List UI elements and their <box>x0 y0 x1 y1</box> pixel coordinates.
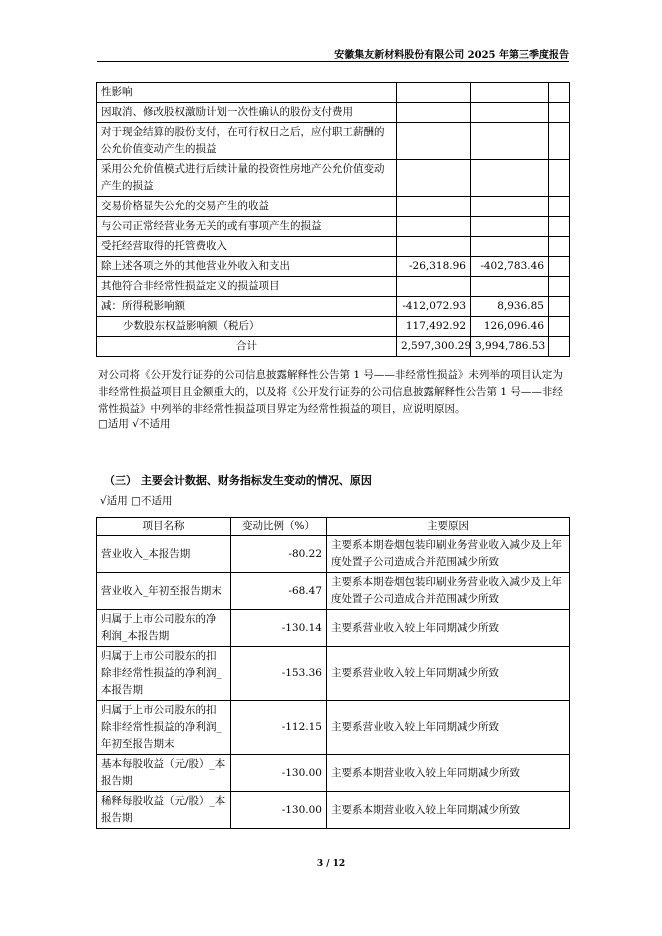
row-value-ytd: 126,096.46 <box>471 317 549 337</box>
row-value-ytd <box>471 83 549 103</box>
main-reason: 主要系营业收入较上年同期减少所致 <box>327 610 570 647</box>
row-item: 少数股东权益影响额（税后） <box>97 317 397 337</box>
item-name: 稀释每股收益（元/股）_本报告期 <box>97 792 231 829</box>
change-ratio: -80.22 <box>231 536 327 573</box>
main-reason: 主要系本期卷烟包装印刷业务营业收入减少及上年度处置子公司造成合并范围减少所致 <box>327 573 570 610</box>
item-name: 营业收入_本报告期 <box>97 536 231 573</box>
row-value-current <box>397 277 471 297</box>
row-item: 对于现金结算的股份支付，在可行权日之后，应付职工薪酬的公允价值变动产生的损益 <box>97 123 397 160</box>
table-row <box>97 103 570 123</box>
row-item: 减：所得税影响额 <box>97 297 397 317</box>
page-header: 安徽集友新材料股份有限公司 2025 年第三季度报告 <box>334 50 569 61</box>
row-note <box>549 297 570 317</box>
row-value-current <box>397 237 471 257</box>
explanation-paragraph: 对公司将《公开发行证券的公司信息披露解释性公告第 1 号——非经常性损益》未列举的项目认定为非经常性损益项目且金额重大的，以及将《公开发行证券的公司信息披露解释性公告第 1 号——非经常性损益》中列举的非经常性损益项目界定为经常性损益的项目，应说明原因。 <box>98 369 563 415</box>
row-note <box>549 160 570 197</box>
table-row <box>97 257 570 277</box>
row-note <box>549 317 570 337</box>
row-item: 因取消、修改股权激励计划一次性确认的股份支付费用 <box>97 103 397 123</box>
row-value-current: 2,597,300.29 <box>397 337 471 357</box>
main-reason: 主要系营业收入较上年同期减少所致 <box>327 701 570 755</box>
item-name: 基本每股收益（元/股）_本报告期 <box>97 755 231 792</box>
row-note <box>549 217 570 237</box>
row-value-current: 117,492.92 <box>397 317 471 337</box>
table-row <box>97 217 570 237</box>
table-total-row <box>97 337 570 357</box>
change-ratio: -130.00 <box>231 792 327 829</box>
table-header-row <box>97 518 570 536</box>
table-row <box>97 277 570 297</box>
table-row <box>97 701 570 755</box>
column-header: 主要原因 <box>327 518 570 536</box>
item-name: 归属于上市公司股东的扣除非经常性损益的净利润_本报告期 <box>97 647 231 701</box>
row-value-current <box>397 197 471 217</box>
item-name: 营业收入_年初至报告期末 <box>97 573 231 610</box>
table-row <box>97 792 570 829</box>
item-name: 归属于上市公司股东的扣除非经常性损益的净利润_年初至报告期末 <box>97 701 231 755</box>
row-value-ytd <box>471 103 549 123</box>
change-reasons-table <box>96 517 570 829</box>
table-row <box>97 237 570 257</box>
row-item: 性影响 <box>97 83 397 103</box>
table-row <box>97 573 570 610</box>
row-value-ytd: 3,994,786.53 <box>471 337 549 357</box>
row-item: 采用公允价值模式进行后续计量的投资性房地产公允价值变动产生的损益 <box>97 160 397 197</box>
section-title: （三） 主要会计数据、财务指标发生变动的情况、原因 <box>104 474 372 487</box>
table-row <box>97 197 570 217</box>
row-value-ytd <box>471 197 549 217</box>
page-number: 3 / 12 <box>316 859 346 869</box>
row-value-ytd <box>471 277 549 297</box>
row-value-current <box>397 123 471 160</box>
row-note <box>549 123 570 160</box>
table-row <box>97 123 570 160</box>
change-ratio: -153.36 <box>231 647 327 701</box>
table-row <box>97 755 570 792</box>
main-reason: 主要系本期营业收入较上年同期减少所致 <box>327 792 570 829</box>
table-row <box>97 83 570 103</box>
row-note <box>549 197 570 217</box>
table-row <box>97 297 570 317</box>
row-value-current <box>397 103 471 123</box>
column-header: 变动比例（%） <box>231 518 327 536</box>
header-divider <box>97 61 569 62</box>
main-reason: 主要系本期营业收入较上年同期减少所致 <box>327 755 570 792</box>
row-note <box>549 257 570 277</box>
change-ratio: -112.15 <box>231 701 327 755</box>
row-item: 与公司正常经营业务无关的或有事项产生的损益 <box>97 217 397 237</box>
applicability-note: □适用 √不适用 <box>98 418 171 430</box>
applicability-note: √适用 □不适用 <box>100 495 173 507</box>
table-row <box>97 160 570 197</box>
row-value-ytd: -402,783.46 <box>471 257 549 277</box>
row-item: 其他符合非经常性损益定义的损益项目 <box>97 277 397 297</box>
row-item: 除上述各项之外的其他营业外收入和支出 <box>97 257 397 277</box>
column-header: 项目名称 <box>97 518 231 536</box>
row-note <box>549 103 570 123</box>
row-value-current <box>397 83 471 103</box>
change-ratio: -130.00 <box>231 755 327 792</box>
row-value-ytd <box>471 160 549 197</box>
table-row <box>97 536 570 573</box>
row-item: 交易价格显失公允的交易产生的收益 <box>97 197 397 217</box>
main-reason: 主要系本期卷烟包装印刷业务营业收入减少及上年度处置子公司造成合并范围减少所致 <box>327 536 570 573</box>
non-recurring-gains-table <box>96 82 570 357</box>
row-value-ytd: 8,936.85 <box>471 297 549 317</box>
row-item: 受托经营取得的托管费收入 <box>97 237 397 257</box>
row-value-current: -26,318.96 <box>397 257 471 277</box>
row-value-ytd <box>471 217 549 237</box>
row-value-ytd <box>471 123 549 160</box>
row-value-current: -412,072.93 <box>397 297 471 317</box>
row-note <box>549 237 570 257</box>
table-row <box>97 610 570 647</box>
row-item: 合计 <box>97 337 397 357</box>
table-row <box>97 647 570 701</box>
row-note <box>549 83 570 103</box>
change-ratio: -68.47 <box>231 573 327 610</box>
row-value-current <box>397 217 471 237</box>
table-row <box>97 317 570 337</box>
main-reason: 主要系营业收入较上年同期减少所致 <box>327 647 570 701</box>
row-note <box>549 337 570 357</box>
row-value-ytd <box>471 237 549 257</box>
row-value-current <box>397 160 471 197</box>
item-name: 归属于上市公司股东的净利润_本报告期 <box>97 610 231 647</box>
change-ratio: -130.14 <box>231 610 327 647</box>
row-note <box>549 277 570 297</box>
